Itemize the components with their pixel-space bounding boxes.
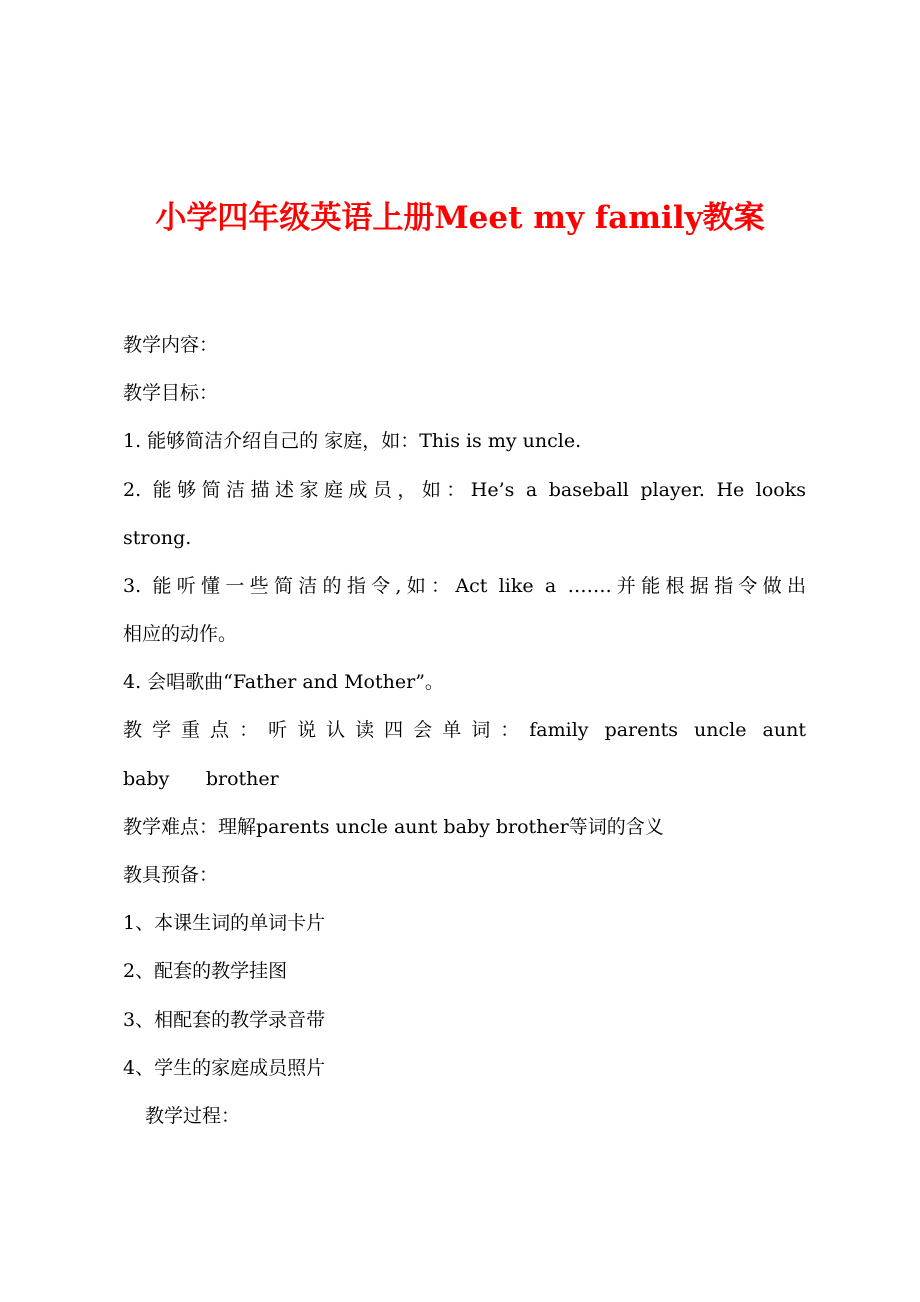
goal-item-2-continued: strong. <box>123 527 192 549</box>
teaching-content-heading: 教学内容： <box>123 334 219 356</box>
tool-item-3: 3、相配套的教学录音带 <box>123 1009 326 1031</box>
tool-item-4: 4、学生的家庭成员照片 <box>123 1057 326 1079</box>
goal-item-3-continued: 相应的动作。 <box>123 623 238 645</box>
goal-item-2: 2. 能够简洁描述家庭成员，如：He’s a baseball player. He looks <box>123 479 806 501</box>
goal-item-3: 3. 能听懂一些简洁的指令,如：Act like a …….并能根据指令做出 <box>123 575 806 597</box>
tool-item-1: 1、本课生词的单词卡片 <box>123 912 326 934</box>
difficult-points: 教学难点：理解parents uncle aunt baby brother等词的含义 <box>123 816 664 838</box>
tool-item-2: 2、配套的教学挂图 <box>123 960 288 982</box>
teaching-process-heading: 教学过程： <box>145 1105 241 1127</box>
goal-item-4: 4. 会唱歌曲“Father and Mother”。 <box>123 671 444 693</box>
page-title: 小学四年级英语上册Meet my family教案 <box>155 200 765 236</box>
key-points: 教学重点：听说认读四会单词：family parents uncle aunt <box>123 719 806 741</box>
teaching-tools-heading: 教具预备： <box>123 864 219 886</box>
key-points-continued: baby brother <box>123 768 279 790</box>
goal-item-1: 1. 能够简洁介绍自己的 家庭，如：This is my uncle. <box>123 430 582 452</box>
teaching-goals-heading: 教学目标： <box>123 382 219 404</box>
